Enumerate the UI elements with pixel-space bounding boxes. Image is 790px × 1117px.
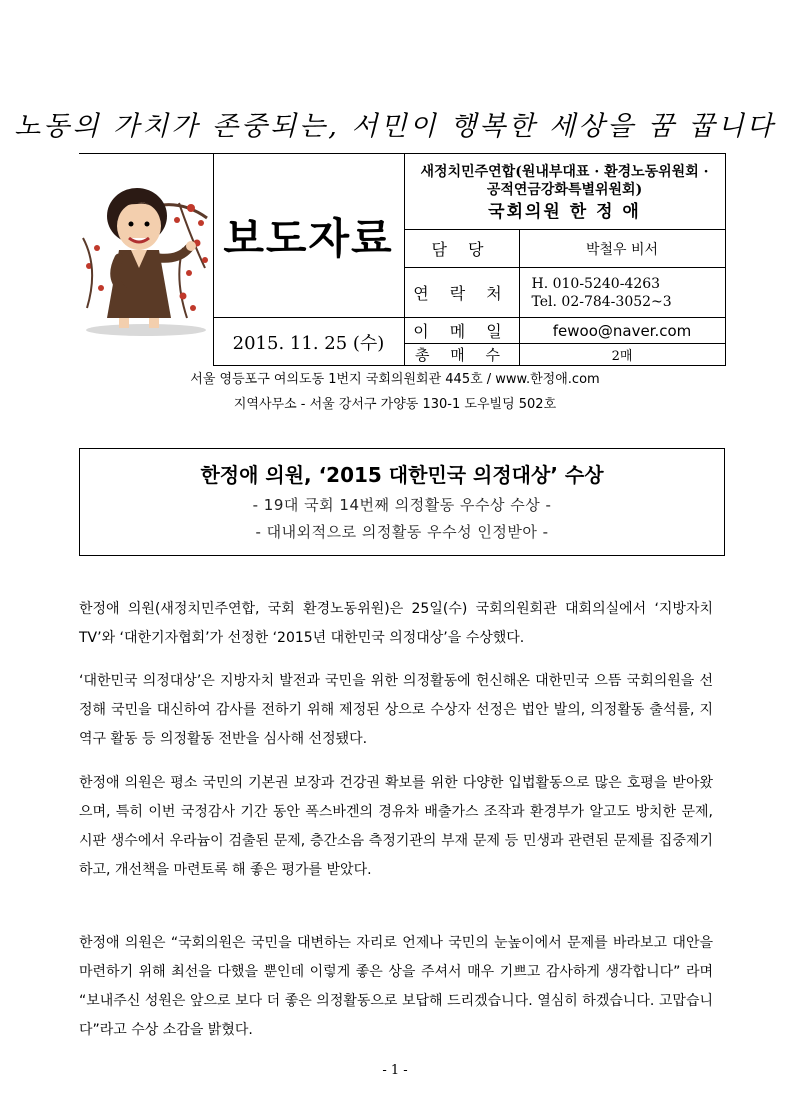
page-count-label: 총 매 수 [404,344,519,366]
caricature-cell [79,154,213,366]
headline-box [79,448,725,556]
office-address: 서울 영등포구 여의도동 1번지 국회의원회관 445호 / www.한정애.com [190,372,600,387]
press-release-header [79,153,726,366]
caricature-illustration [79,178,213,338]
org-line-2: 공적연금강화특별위원회) [486,181,643,198]
contact-person-value: 박철우 비서 [519,230,725,268]
page-number: - 1 - [382,1063,408,1078]
release-date: 2015. 11. 25 (수) [213,318,404,366]
doc-type-title: 보도자료 [213,154,404,318]
lawmaker-name: 국회의원 한 정 애 [488,201,641,222]
headline-subtitle-2: - 대내외적으로 의정활동 우수성 인정받아 - [255,523,549,541]
body-paragraph-3: 한정애 의원은 평소 국민의 기본권 보장과 건강권 확보를 위한 다양한 입법활동으로 많은 호평을 받아왔으며, 특히 이번 국정감사 기간 동안 폭스바겐의 경유차 배출가스 조작과 환경부가 알고도 방치한 문제, 시판 생수에서 우라늄이 검출된 문제, 층간소음 측정기관의 부재 문제 등 민생과 관련된 문제를 집중제기하고, 개선책을 마련토록 해 좋은 평가를 받았다. [79,775,713,878]
headline-subtitle-1: - 19대 국회 14번째 의정활동 우수상 수상 - [252,496,552,514]
body-paragraph-4: 한정애 의원은 “국회의원은 국민을 대변하는 자리로 언제나 국민의 눈높이에서 문제를 바라보고 대안을 마련하기 위해 최선을 다했을 뿐인데 이렇게 좋은 상을 주셔서 매우 기쁘고 감사하게 생각합니다” 라며 “보내주신 성원은 앞으로 보다 더 좋은 의정활동으로 보답해 드리겠습니다. 열심히 하겠습니다. 고맙습니다”라고 수상 소감을 밝혔다. [79,935,713,1038]
office-number: Tel. 02-784-3052~3 [531,293,672,310]
slogan: 노동의 가치가 존중되는, 서민이 행복한 세상을 꿈 꿉니다 [14,111,776,142]
org-line-1: 새정치민주연합(원내부대표 · 환경노동위원회 · [420,163,709,180]
local-office-address: 지역사무소 - 서울 강서구 가양동 130-1 도우빌딩 502호 [233,397,557,412]
body-paragraph-1: 한정애 의원(새정치민주연합, 국회 환경노동위원)은 25일(수) 국회의원회관 대회의실에서 ‘지방자치TV’와 ‘대한기자협회’가 선정한 ‘2015년 대한민국 의정대상’을 수상했다. [79,601,713,646]
phone-label: 연 락 처 [404,268,519,318]
phone-values [519,268,725,318]
body-paragraph-2: ‘대한민국 의정대상’은 지방자치 발전과 국민을 위한 의정활동에 헌신해온 대한민국 으뜸 국회의원을 선정해 국민을 대신하여 감사를 전하기 위해 제정된 상으로 수상자 선정은 법안 발의, 의정활동 출석률, 지역구 활동 등 의정활동 전반을 심사해 선정됐다. [79,673,713,747]
organization-info [404,154,725,230]
email-value[interactable]: fewoo@naver.com [519,318,725,344]
email-label: 이 메 일 [404,318,519,344]
mobile-number: H. 010-5240-4263 [531,275,661,292]
page-count-value: 2매 [519,344,725,366]
headline-title: 한정애 의원, ‘2015 대한민국 의정대상’ 수상 [200,463,604,487]
contact-person-label: 담 당 [404,230,519,268]
